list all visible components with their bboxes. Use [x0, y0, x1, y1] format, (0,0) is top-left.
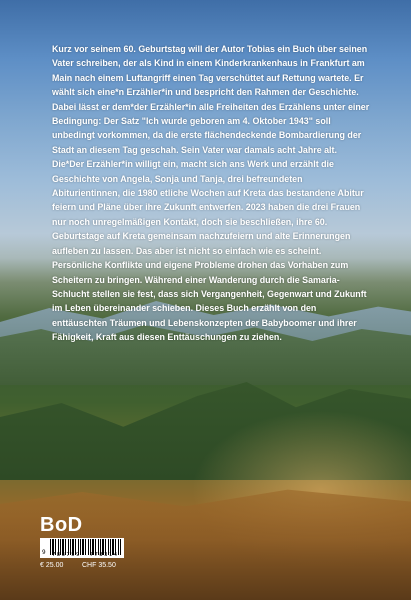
barcode-prefix: 9 — [42, 549, 46, 556]
publisher-logo: BoD — [40, 514, 83, 536]
barcode-group-2: 778314 — [89, 552, 119, 558]
price-eur: € 25.00 — [40, 562, 64, 569]
barcode-group-1: 783759 — [52, 552, 81, 558]
price-chf: CHF 35.50 — [82, 562, 116, 569]
barcode-digits — [52, 552, 123, 558]
blurb-text: Kurz vor seinem 60. Geburtstag will der Autor Tobias ein Buch über seinen Vater schreiben, der als Kind in einem Kinderkrankenhaus in Frankfurt am Main nach einem Luftangriff einen Tag verschüttet auf Rettung wartete. Er wählt sich eine*n Erzähler*in und bespricht den Rahmen der Geschichte. Dabei lässt er dem*der Erzähler*in alle Freiheiten des Erzählens unter einer Bedingung: Der Satz "Ich wurde geboren am 4. Oktober 1943" soll unbedingt vorkommen, da die erste flächendeckende Bombardierung der Stadt an diesem Tag geschah. Sein Vater war damals acht Jahre alt. Die*Der Erzähler*in willigt ein, macht sich ans Werk und erzählt die Geschichte von Angela, Sonja und Tanja, drei befreundeten Abiturientinnen, die 1980 etliche Wochen auf Kreta das bestandene Abitur feiern und Pläne über ihre Zukunft entwerfen. 2023 haben die drei Frauen nur noch unregelmäßigen Kontakt, doch sie beschließen, ihre 60. Geburtstage auf Kreta gemeinsam nachzufeiern und alte Erinnerungen aufleben zu lassen. Das aber ist nicht so einfach wie es scheint. Persönliche Konflikte und eigene Probleme drohen das Vorhaben zum Scheitern zu bringen. Während einer Wanderung durch die Samaria-Schlucht stellen sie fest, dass sich Vergangenheit, Gegenwart und Zukunft im Leben übereinander schieben. Dieses Buch erzählt von den enttäuschten Träumen und Lebenskonzepten der Babyboomer und ihrer Fähigkeit, Kraft aus diesen Enttäuschungen zu ziehen. — [52, 44, 370, 343]
